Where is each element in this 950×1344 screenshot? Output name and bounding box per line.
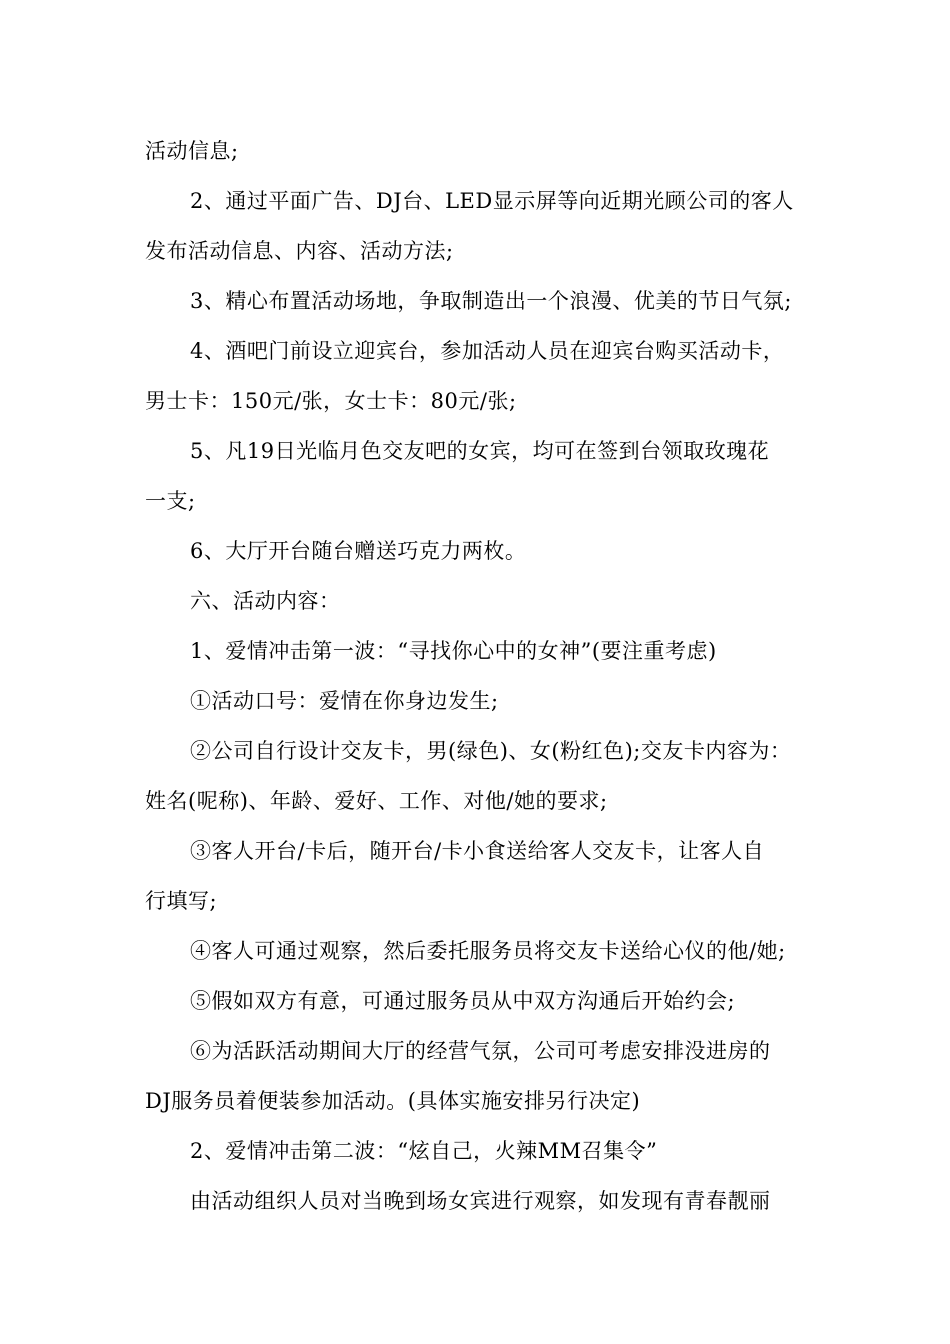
text-line-19: ⑥为活跃活动期间大厅的经营气氛，公司可考虑安排没进房的 [190, 1039, 771, 1063]
text-line-2: 2、通过平面广告、DJ台、LED显示屏等向近期光顾公司的客人 [190, 189, 794, 213]
text-line-6: 男士卡：150元/张，女士卡：80元/张; [145, 389, 517, 413]
text-line-22: 由活动组织人员对当晚到场女宾进行观察，如发现有青春靓丽 [190, 1189, 771, 1213]
text-line-21: 2、爱情冲击第二波：“炫自己，火辣MM召集令” [190, 1139, 658, 1163]
text-line-8: 一支; [145, 489, 196, 513]
text-line-18: ⑤假如双方有意，可通过服务员从中双方沟通后开始约会; [190, 989, 736, 1013]
text-line-16: 行填写; [145, 889, 218, 913]
text-line-4: 3、精心布置活动场地，争取制造出一个浪漫、优美的节日气氛; [190, 289, 792, 313]
text-line-5: 4、酒吧门前设立迎宾台，参加活动人员在迎宾台购买活动卡， [190, 339, 785, 363]
text-line-15: ③客人开台/卡后，随开台/卡小食送给客人交友卡，让客人自 [190, 839, 765, 863]
text-line-9: 6、大厅开台随台赠送巧克力两枚。 [190, 539, 527, 563]
text-line-12: ①活动口号：爱情在你身边发生; [190, 689, 499, 713]
text-line-1: 活动信息; [145, 139, 239, 163]
text-line-11: 1、爱情冲击第一波：“寻找你心中的女神”(要注重考虑) [190, 639, 717, 663]
text-line-10: 六、活动内容： [190, 589, 341, 613]
text-line-13: ②公司自行设计交友卡，男(绿色)、女(粉红色);交友卡内容为： [190, 739, 792, 763]
text-line-14: 姓名(呢称)、年龄、爱好、工作、对他/她的要求; [145, 789, 608, 813]
text-line-7: 5、凡19日光临月色交友吧的女宾，均可在签到台领取玫瑰花 [190, 439, 770, 463]
text-line-20: DJ服务员着便装参加活动。(具体实施安排另行决定) [145, 1089, 641, 1113]
text-line-3: 发布活动信息、内容、活动方法; [145, 239, 454, 263]
text-line-17: ④客人可通过观察，然后委托服务员将交友卡送给心仪的他/她; [190, 939, 786, 963]
